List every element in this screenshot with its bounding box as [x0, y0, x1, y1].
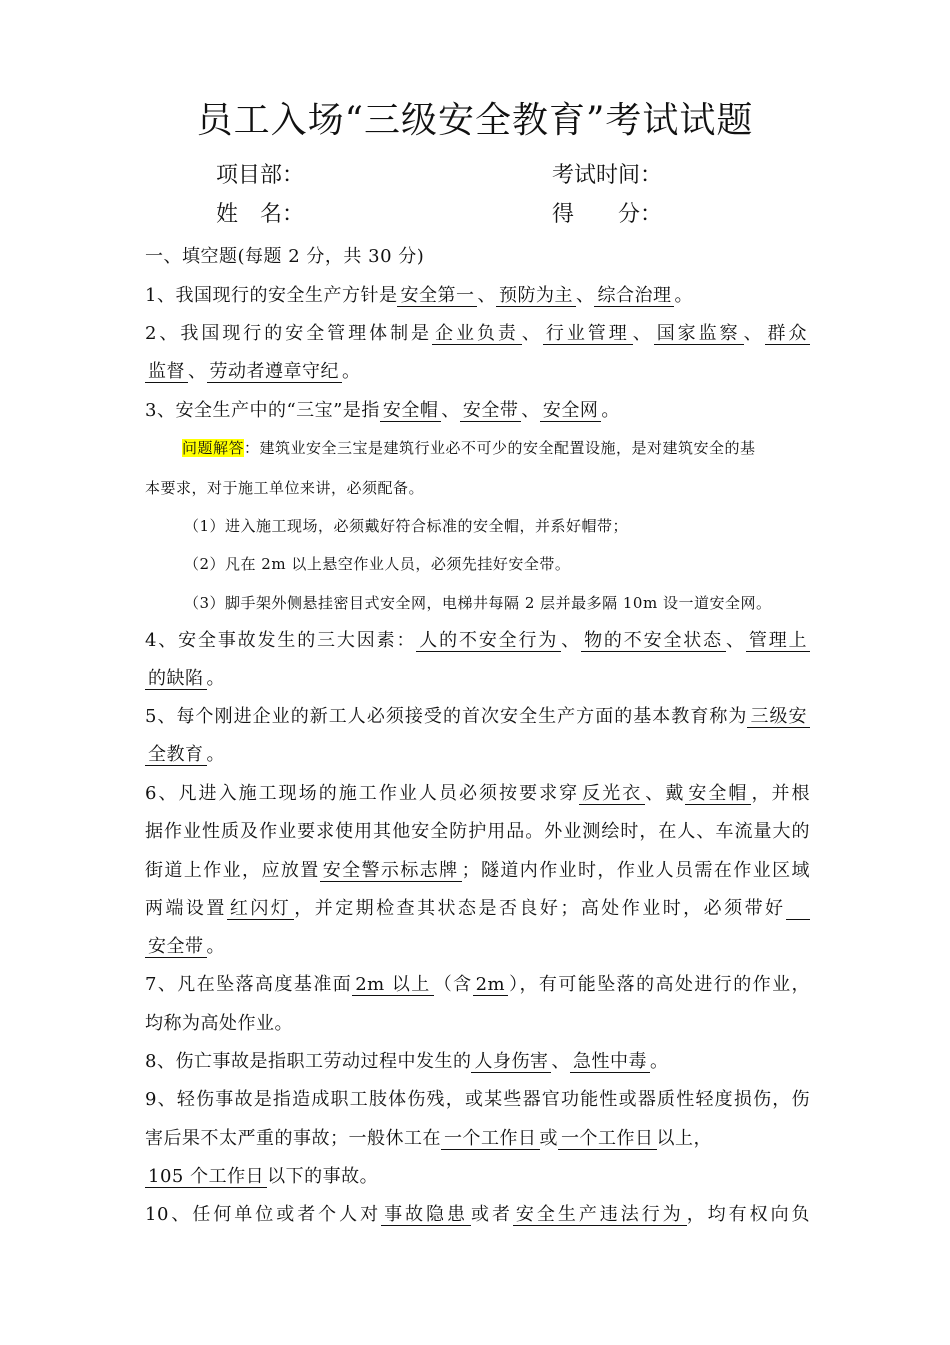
- answer-blank: 安全带: [460, 400, 522, 422]
- question-5-cont: 全教育 。: [145, 740, 810, 766]
- question-7-cont: 均称为高处作业。: [145, 1013, 293, 1034]
- question-1: 1、我国现行的安全生产方针是 安全第一 、 预防为主 、 综合治理 。: [145, 285, 693, 306]
- question-8: 8、伤亡事故是指职工劳动过程中发生的 人身伤害 、 急性中毒 。: [145, 1051, 669, 1072]
- answer-blank: 一个工作日: [441, 1128, 540, 1150]
- answer-note: 问题解答：建筑业安全三宝是建筑行业必不可少的安全配置设施，是对建筑安全的基: [182, 439, 756, 457]
- answer-blank: 红闪灯: [227, 898, 294, 920]
- answer-blank: 三级安: [747, 706, 810, 728]
- answer-blank: 事故隐患: [381, 1204, 471, 1226]
- question-9-line-3: 105 个工作日 以下的事故。: [145, 1162, 810, 1188]
- question-10: 10、任何单位或者个人对 事故隐患 或者 安全生产违法行为 ，均有权向负: [145, 1204, 811, 1225]
- section-heading: 一、填空题(每题 2 分，共 30 分): [145, 246, 425, 267]
- note-item-1: （1）进入施工现场，必须戴好符合标准的安全帽，并系好帽带；: [184, 517, 629, 535]
- answer-blank: 一个工作日: [558, 1128, 657, 1150]
- answer-blank: 安全带: [145, 936, 207, 958]
- answer-blank: 安全帽: [380, 400, 442, 422]
- note-highlight-tag: 问题解答: [182, 439, 245, 457]
- answer-note-cont: 本要求，对于施工单位来讲，必须配备。: [145, 479, 425, 497]
- answer-blank: 综合治理: [594, 285, 674, 307]
- answer-blank: 2m 以上: [352, 974, 434, 996]
- question-4: 4、安全事故发生的三大因素： 人的不安全行为 、 物的不安全状态 、 管理上: [145, 626, 810, 652]
- project-label: 项目部：: [216, 163, 305, 188]
- answer-blank: 管理上: [746, 630, 810, 652]
- answer-blank: 反光衣: [579, 783, 645, 805]
- answer-blank: 全教育: [145, 744, 207, 766]
- answer-blank: 安全第一: [397, 285, 477, 307]
- question-3: 3、安全生产中的“三宝”是指 安全帽 、 安全带 、 安全网 。: [145, 400, 620, 421]
- answer-blank: 行业管理: [543, 323, 633, 345]
- answer-blank: 劳动者遵章守纪: [207, 361, 343, 383]
- question-9-line-2: 害后果不太严重的事故；一般休工在 一个工作日 或 一个工作日 以上，: [145, 1128, 712, 1149]
- answer-blank: 2m: [473, 974, 509, 996]
- answer-blank: 人身伤害: [471, 1051, 551, 1073]
- answer-blank: 的缺陷: [145, 668, 207, 690]
- question-4-cont: 的缺陷 。: [145, 664, 810, 690]
- answer-blank: 群众: [765, 323, 810, 345]
- answer-blank: 安全帽: [685, 783, 751, 805]
- question-6: 6、凡进入施工现场的施工作业人员必须按要求穿 反光衣 、戴 安全帽 ，并根: [145, 783, 811, 804]
- answer-blank: 国家监察: [654, 323, 744, 345]
- answer-blank: 企业负责: [432, 323, 522, 345]
- answer-blank: 安全警示标志牌: [320, 860, 462, 882]
- question-7: 7、凡在坠落高度基准面 2m 以上 （含 2m ），有可能坠落的高处进行的作业，: [145, 974, 811, 995]
- answer-blank: 监督: [145, 361, 188, 383]
- answer-blank: 物的不安全状态: [581, 630, 726, 652]
- answer-blank: 急性中毒: [570, 1051, 650, 1073]
- question-6-line-3: 街道上作业，应放置 安全警示标志牌 ；隧道内作业时，作业人员需在作业区域: [145, 860, 811, 881]
- question-2: 2、我国现行的安全管理体制是 企业负责 、 行业管理 、 国家监察 、 群众: [145, 319, 810, 345]
- name-label: 姓 名：: [216, 202, 305, 227]
- question-2-cont: 监督 、 劳动者遵章守纪 。: [145, 357, 810, 383]
- answer-blank: 人的不安全行为: [416, 630, 561, 652]
- question-5: 5、每个刚进企业的新工人必须接受的首次安全生产方面的基本教育称为 三级安: [145, 702, 810, 728]
- score-label: 得 分：: [552, 202, 663, 227]
- question-9: 9、轻伤事故是指造成职工肢体伤残，或某些器官功能性或器质性轻度损伤，伤: [145, 1089, 810, 1110]
- exam-time-label: 考试时间：: [552, 163, 663, 188]
- note-item-3: （3）脚手架外侧悬挂密目式安全网，电梯井每隔 2 层并最多隔 10m 设一道安全网。: [184, 594, 772, 612]
- question-6-line-2: 据作业性质及作业要求使用其他安全防护用品。外业测绘时，在人、车流量大的: [145, 821, 810, 842]
- answer-blank: 105 个工作日: [145, 1166, 267, 1188]
- note-item-2: （2）凡在 2m 以上悬空作业人员，必须先挂好安全带。: [184, 555, 571, 573]
- page-title: 员工入场“三级安全教育”考试试题: [196, 100, 754, 141]
- question-6-line-5: 安全带 。: [145, 932, 810, 958]
- question-6-line-4: 两端设置 红闪灯 ，并定期检查其状态是否良好；高处作业时，必须带好: [145, 894, 810, 920]
- answer-blank: 安全生产违法行为: [513, 1204, 687, 1226]
- answer-blank: 预防为主: [496, 285, 576, 307]
- answer-blank: 安全网: [540, 400, 602, 422]
